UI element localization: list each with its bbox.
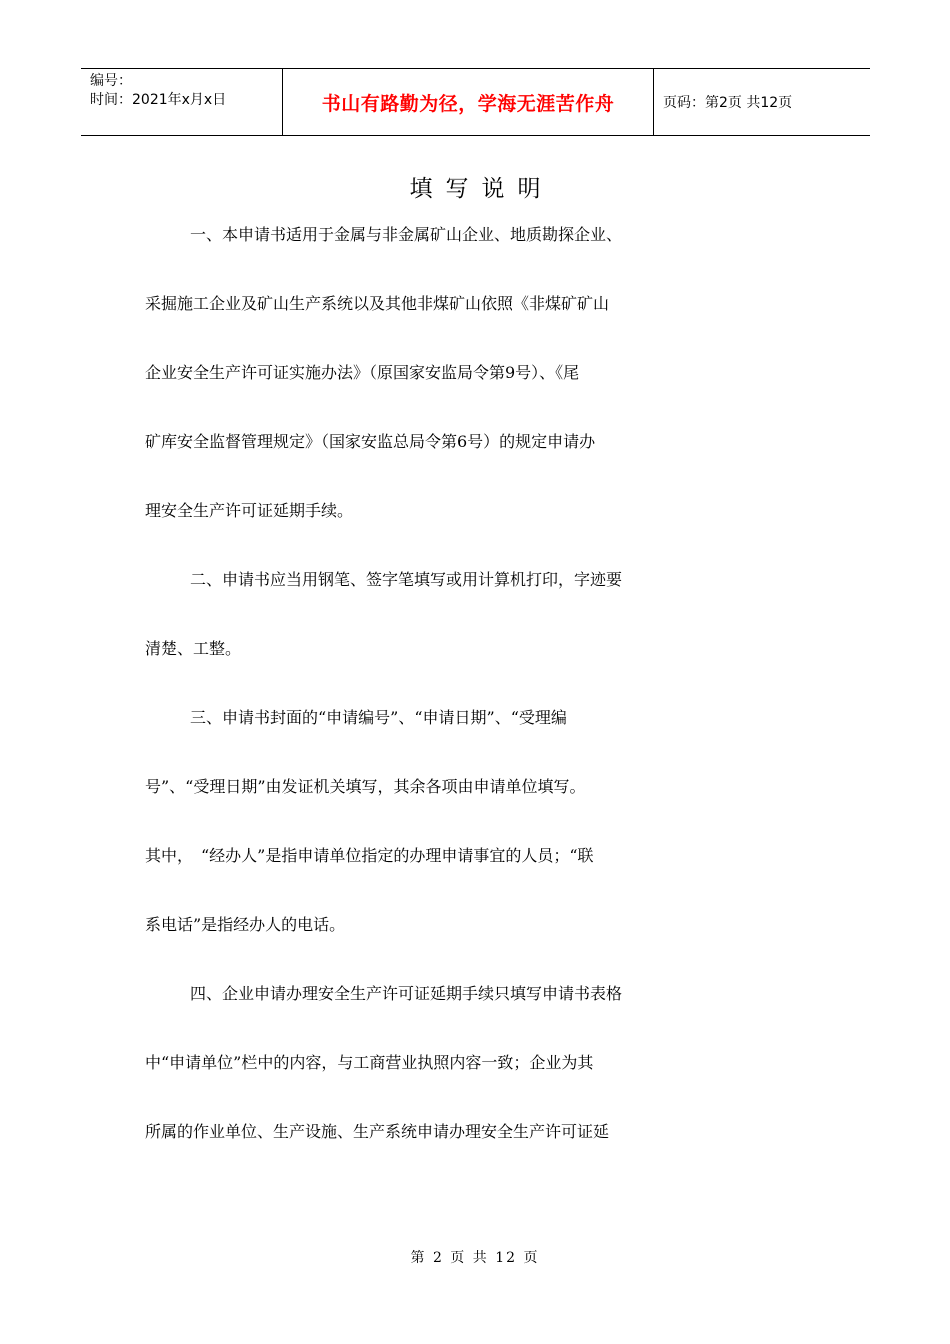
text-line: 四、企业申请办理安全生产许可证延期手续只填写申请书表格	[190, 984, 623, 1003]
text-line: 矿库安全监督管理规定》（国家安监总局令第6号）的规定申请办	[145, 432, 596, 451]
instructions-body	[145, 212, 807, 1178]
page-footer: 第 2 页 共 12 页	[410, 1250, 540, 1266]
text-line: 二、申请书应当用钢笔、签字笔填写或用计算机打印，字迹要	[190, 570, 623, 589]
text-line: 系电话”是指经办人的电话。	[145, 915, 346, 934]
text-line: 其中， “经办人”是指申请单位指定的办理申请事宜的人员；“联	[145, 846, 594, 865]
text-line: 号”、“受理日期”由发证机关填写，其余各项由申请单位填写。	[145, 777, 586, 796]
text-line: 理安全生产许可证延期手续。	[145, 501, 354, 520]
page-header	[81, 68, 870, 136]
text-line: 中“申请单位”栏中的内容，与工商营业执照内容一致；企业为其	[145, 1053, 594, 1072]
header-page-info: 页码：第2页 共12页	[663, 95, 793, 111]
text-line: 三、申请书封面的“申请编号”、“申请日期”、“受理编	[190, 708, 567, 727]
page-title: 填写说明	[409, 176, 554, 202]
text-line: 采掘施工企业及矿山生产系统以及其他非煤矿山依照《非煤矿矿山	[145, 294, 610, 313]
text-line: 所属的作业单位、生产设施、生产系统申请办理安全生产许可证延	[145, 1122, 610, 1141]
time-label: 时间：2021年x月x日	[90, 92, 227, 108]
text-line: 一、本申请书适用于金属与非金属矿山企业、地质勘探企业、	[190, 225, 623, 244]
header-meta	[81, 69, 283, 135]
text-line: 企业安全生产许可证实施办法》（原国家安监局令第9号）、《尾	[145, 363, 580, 382]
header-motto: 书山有路勤为径，学海无涯苦作舟	[283, 69, 654, 135]
text-line: 清楚、工整。	[145, 639, 242, 658]
number-label: 编号：	[90, 73, 132, 89]
